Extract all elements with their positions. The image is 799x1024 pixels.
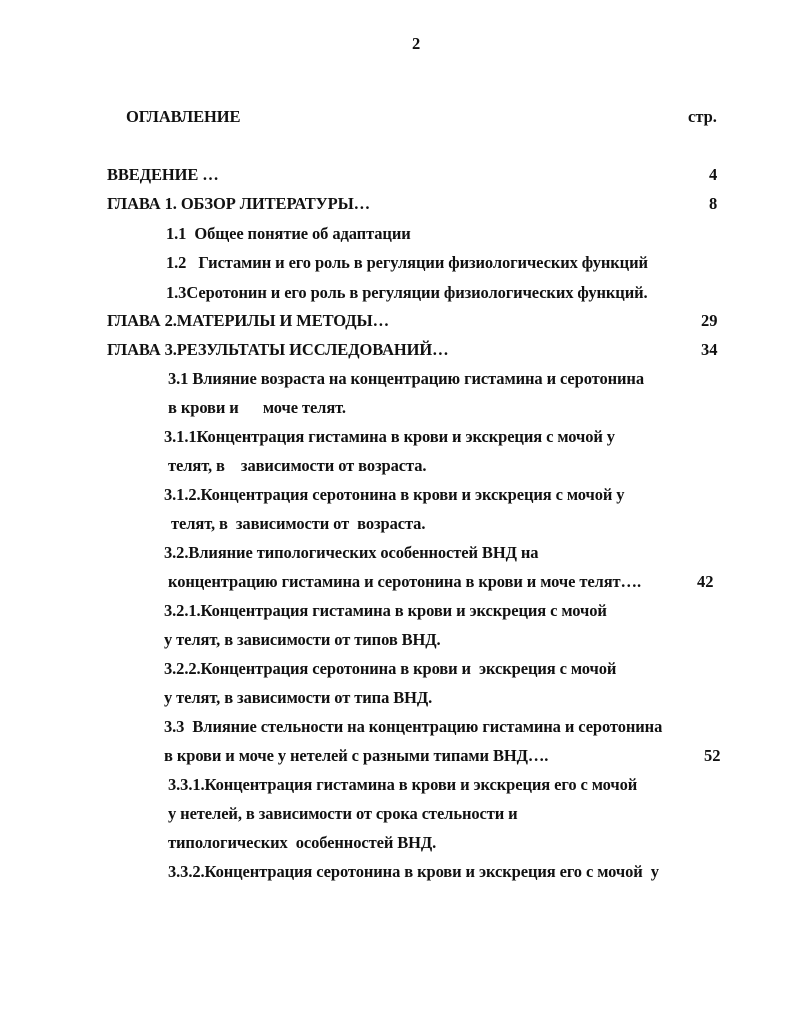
toc-entry-3-2-1-line-1: 3.2.1.Концентрация гистамина в крови и экскреция с мочой <box>164 601 607 620</box>
toc-entry-intro: ВВЕДЕНИЕ … <box>107 165 219 184</box>
toc-entry-chapter-3: ГЛАВА 3.РЕЗУЛЬТАТЫ ИССЛЕДОВАНИЙ… <box>107 340 449 359</box>
toc-entry-3-3-2-line-1: 3.3.2.Концентрация серотонина в крови и экскреция его с мочой у <box>168 862 659 881</box>
toc-entry-3-1-1-line-1: 3.1.1Концентрация гистамина в крови и экскреция с мочой у <box>164 427 615 446</box>
toc-entry-3-2-1-line-2: у телят, в зависимости от типов ВНД. <box>164 630 441 649</box>
toc-entry-1-1: 1.1 Общее понятие об адаптации <box>166 224 411 243</box>
toc-page-chapter-3: 34 <box>701 340 718 359</box>
toc-page-intro: 4 <box>709 165 718 184</box>
toc-entry-chapter-1: ГЛАВА 1. ОБЗОР ЛИТЕРАТУРЫ… <box>107 194 371 213</box>
page-number: 2 <box>412 34 421 53</box>
toc-entry-3-1-1-line-2: телят, в зависимости от возраста. <box>168 456 427 475</box>
toc-entry-1-3: 1.3Серотонин и его роль в регуляции физиологических функций. <box>166 283 648 302</box>
toc-entry-3-1-line-1: 3.1 Влияние возраста на концентрацию гистамина и серотонина <box>168 369 644 388</box>
toc-page-chapter-1: 8 <box>709 194 718 213</box>
toc-entry-3-1-2-line-2: телят, в зависимости от возраста. <box>171 514 426 533</box>
toc-entry-3-2-2-line-1: 3.2.2.Концентрация серотонина в крови и экскреция с мочой <box>164 659 617 678</box>
toc-page-3-3: 52 <box>704 746 721 765</box>
toc-page-3-2: 42 <box>697 572 714 591</box>
toc-entry-3-2-line-2: концентрацию гистамина и серотонина в крови и моче телят…. <box>168 572 641 591</box>
toc-entry-1-2: 1.2 Гистамин и его роль в регуляции физиологических функций <box>166 253 648 272</box>
toc-entry-3-2-line-1: 3.2.Влияние типологических особенностей ВНД на <box>164 543 539 562</box>
toc-heading: ОГЛАВЛЕНИЕ <box>126 107 241 126</box>
toc-entry-3-3-1-line-1: 3.3.1.Концентрация гистамина в крови и экскреция его с мочой <box>168 775 638 794</box>
toc-entry-3-2-2-line-2: у телят, в зависимости от типа ВНД. <box>164 688 433 707</box>
toc-entry-chapter-2: ГЛАВА 2.МАТЕРИЛЫ И МЕТОДЫ… <box>107 311 389 330</box>
toc-entry-3-3-line-2: в крови и моче у нетелей с разными типами ВНД…. <box>164 746 549 765</box>
toc-entry-3-3-1-line-3: типологических особенностей ВНД. <box>168 833 437 852</box>
toc-entry-3-1-2-line-1: 3.1.2.Концентрация серотонина в крови и экскреция с мочой у <box>164 485 625 504</box>
toc-page-chapter-2: 29 <box>701 311 718 330</box>
toc-entry-3-1-line-2: в крови и моче телят. <box>168 398 346 417</box>
toc-entry-3-3-line-1: 3.3 Влияние стельности на концентрацию гистамина и серотонина <box>164 717 663 736</box>
page-column-label: стр. <box>688 107 717 126</box>
toc-entry-3-3-1-line-2: у нетелей, в зависимости от срока стельности и <box>168 804 518 823</box>
